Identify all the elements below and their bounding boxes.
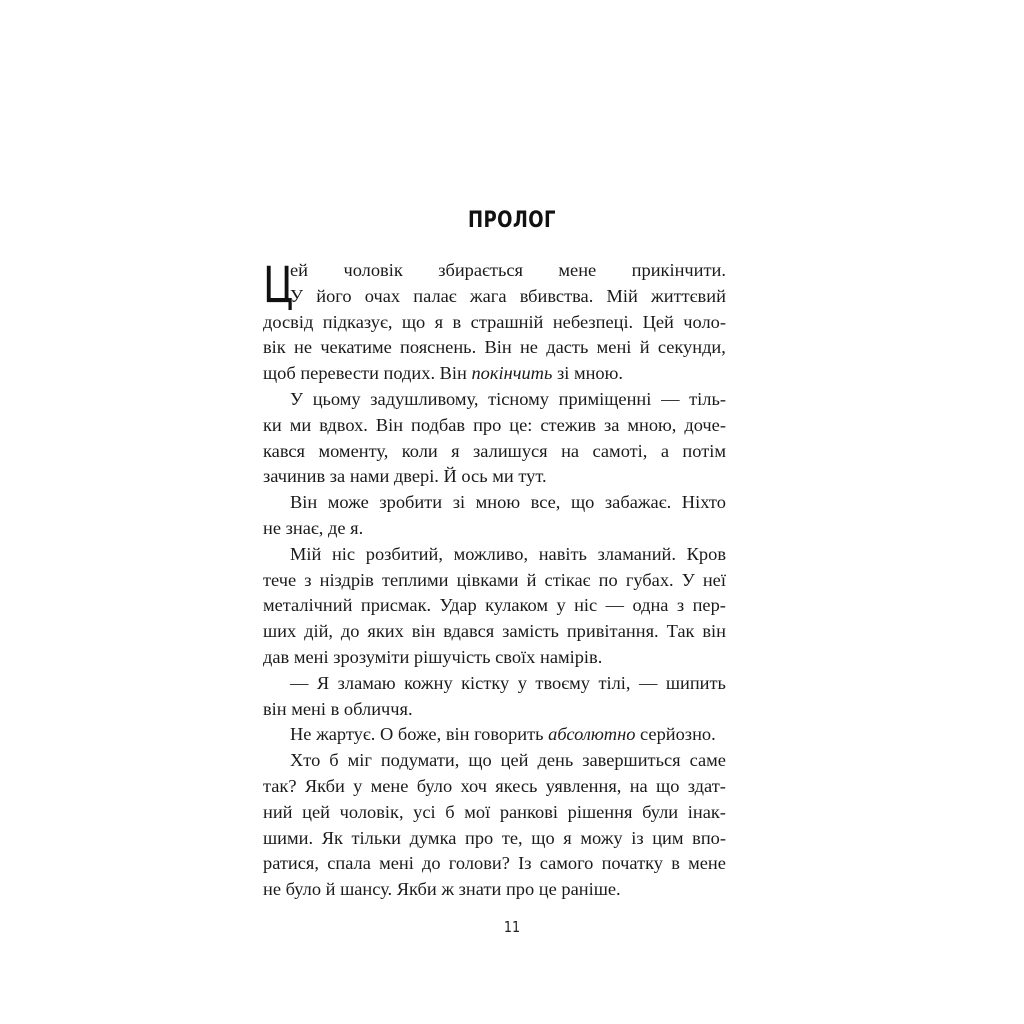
text-line: Хто б міг подумати, що цей день завершиться саме [290, 750, 726, 771]
text-line: він мені в обличчя. [263, 698, 413, 719]
text-line: не було й шансу. Якби ж знати про це раніше. [263, 879, 621, 900]
body-text [263, 258, 726, 903]
text-line: так? Якби у мене було хоч якесь уявлення, на що здат- [263, 775, 726, 796]
text-line: тече з ніздрів теплими цівками й стікає по губах. У неї [263, 569, 726, 590]
text-line: — Я зламаю кожну кістку у твоєму тілі, — шипить [290, 672, 726, 693]
text-line: досвід підказує, що я в страшній небезпеці. Цей чоло- [263, 311, 726, 332]
text-line: Мій ніс розбитий, можливо, навіть зламаний. Кров [290, 543, 726, 564]
text-line: дав мені зрозуміти рішучість своїх намірів. [263, 646, 603, 667]
text-line: щоб перевести подих. Він покінчить зі мною. [263, 363, 623, 384]
text-line: У його очах палає жага вбивства. Мій життєвий [290, 285, 726, 306]
text-line: ратися, спала мені до голови? Із самого початку в мене [263, 853, 726, 874]
text-line: Він може зробити зі мною все, що забажає. Ніхто [290, 492, 726, 513]
text-line: ших дій, до яких він вдався замість привітання. Так він [263, 621, 726, 642]
text-line: шими. Як тільки думка про те, що я можу із цим впо- [263, 827, 726, 848]
text-line: ки ми вдвох. Він подбав про це: стежив за мною, доче- [263, 414, 726, 435]
chapter-title: ПРОЛОГ [468, 208, 556, 233]
page-number: 11 [503, 918, 521, 936]
text-line: вік не чекатиме пояснень. Він не дасть мені й секунди, [263, 337, 726, 358]
text-line: не знає, де я. [263, 517, 364, 538]
text-line: зачинив за нами двері. Й ось ми тут. [263, 466, 547, 487]
text-line: У цьому задушливому, тісному приміщенні — тіль- [290, 388, 726, 409]
text-line: металічний присмак. Удар кулаком у ніс — одна з пер- [263, 595, 726, 616]
text-line: Не жартує. О боже, він говорить абсолютно серйозно. [290, 724, 716, 745]
text-line: кався моменту, коли я залишуся на самоті, а потім [263, 440, 726, 461]
text-line: ей чоловік збирається мене прикінчити. [290, 260, 726, 280]
drop-cap: Ц [263, 256, 294, 314]
text-line: ний цей чоловік, усі б мої ранкові рішення були інак- [263, 801, 726, 822]
